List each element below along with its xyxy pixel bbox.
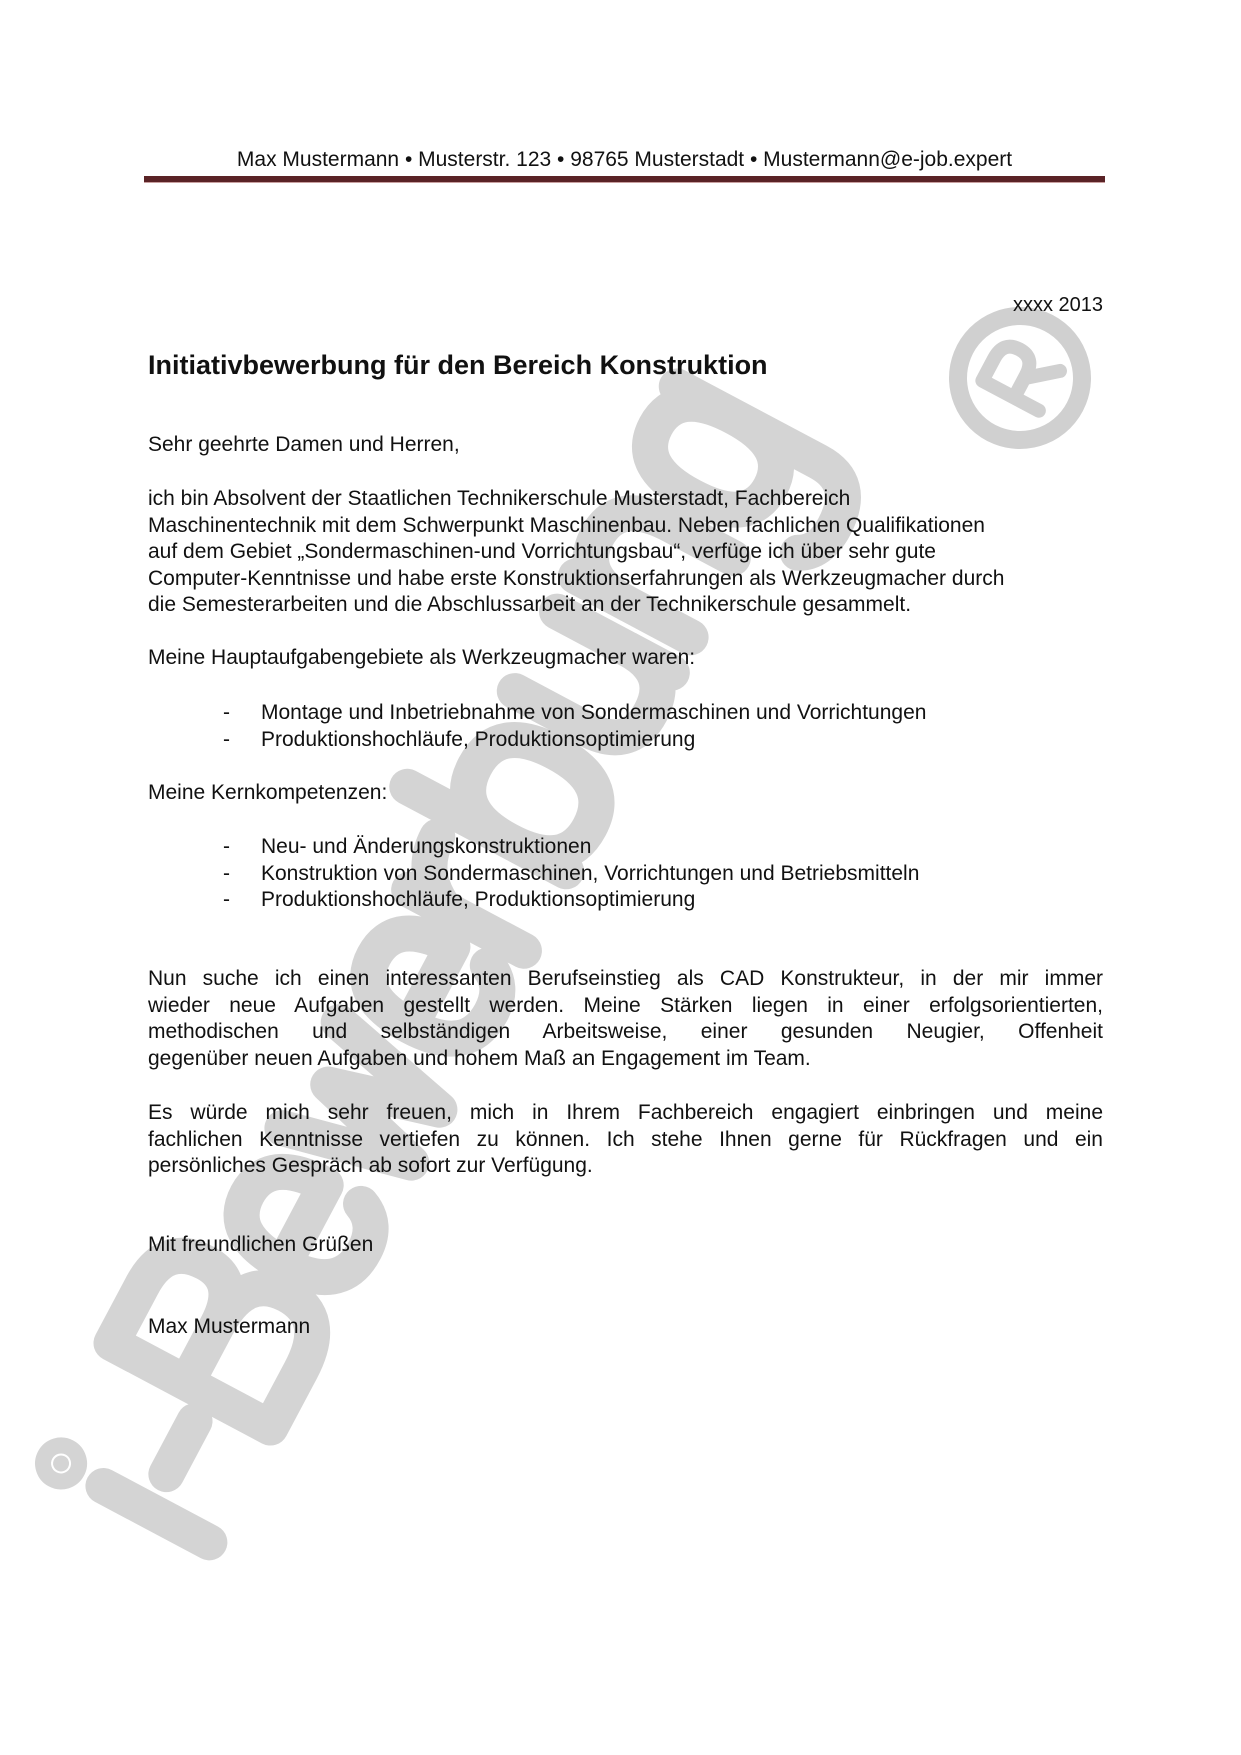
salutation: Sehr geehrte Damen und Herren, xyxy=(148,433,460,456)
list-item xyxy=(148,834,1103,861)
text-line: persönliches Gespräch ab sofort zur Verfügung. xyxy=(148,1154,593,1177)
competences-heading: Meine Kernkompetenzen: xyxy=(148,781,388,804)
paragraph-closing xyxy=(148,1100,1103,1180)
tasks-list xyxy=(148,700,1103,753)
signature-name: Max Mustermann xyxy=(148,1315,311,1338)
list-item xyxy=(148,700,1103,727)
list-item xyxy=(148,887,1103,914)
text-line: Computer-Kenntnisse und habe erste Konstruktionserfahrungen als Werkzeugmacher durch xyxy=(148,566,1005,590)
text-line: fachlichen Kenntnisse vertiefen zu können. Ich stehe Ihnen gerne für Rückfragen und ein xyxy=(148,1127,1103,1151)
text-line: Es würde mich sehr freuen, mich in Ihrem Fachbereich engagiert einbringen und meine xyxy=(148,1101,1103,1124)
text-line: Maschinentechnik mit dem Schwerpunkt Maschinenbau. Neben fachlichen Qualifikationen xyxy=(148,513,985,537)
letter-date: xxxx 2013 xyxy=(1012,294,1103,316)
text-line: methodischen und selbständigen Arbeitsweise, einer gesunden Neugier, Offenheit xyxy=(148,1020,1103,1043)
text-line: auf dem Gebiet „Sondermaschinen-und Vorrichtungsbau“, verfüge ich über sehr gute xyxy=(148,540,936,563)
closing-formula: Mit freundlichen Grüßen xyxy=(148,1233,374,1256)
text-line: die Semesterarbeiten und die Abschlussarbeit an der Technikerschule gesammelt. xyxy=(148,593,912,616)
list-item-text: Produktionshochläufe, Produktionsoptimierung xyxy=(261,888,696,911)
text-line: ich bin Absolvent der Staatlichen Technikerschule Musterstadt, Fachbereich xyxy=(148,487,851,510)
list-item-text: Neu- und Änderungskonstruktionen xyxy=(261,835,592,858)
text-line: Nun suche ich einen interessanten Berufseinstieg als CAD Konstrukteur, in der mir immer xyxy=(148,967,1103,990)
bullet-dash: - xyxy=(223,835,230,858)
registered-mark-icon xyxy=(958,316,1082,440)
bullet-dash: - xyxy=(223,861,230,885)
text-line: wieder neue Aufgaben gestellt werden. Meine Stärken liegen in einer erfolgsorientierten, xyxy=(148,993,1103,1017)
competences-list xyxy=(148,834,1103,914)
list-item xyxy=(148,861,1103,888)
bullet-dash: - xyxy=(223,701,230,724)
header-divider xyxy=(144,176,1105,183)
bullet-dash: - xyxy=(223,727,230,751)
paragraph-intro xyxy=(148,486,1103,619)
bullet-dash: - xyxy=(223,888,230,911)
letter-header: Max Mustermann • Musterstr. 123 • 98765 Musterstadt • Mustermann@e-job.expert xyxy=(236,148,1013,171)
letter-subject: Initiativbewerbung für den Bereich Konstruktion xyxy=(148,350,768,380)
paragraph-motivation xyxy=(148,966,1103,1072)
text-line: gegenüber neuen Aufgaben und hohem Maß an Engagement im Team. xyxy=(148,1046,811,1070)
tasks-heading: Meine Hauptaufgabengebiete als Werkzeugmacher waren: xyxy=(148,646,696,669)
list-item-text: Konstruktion von Sondermaschinen, Vorrichtungen und Betriebsmitteln xyxy=(261,861,920,885)
list-item xyxy=(148,727,1103,754)
list-item-text: Produktionshochläufe, Produktionsoptimierung xyxy=(261,727,696,751)
list-item-text: Montage und Inbetriebnahme von Sondermaschinen und Vorrichtungen xyxy=(261,701,927,724)
